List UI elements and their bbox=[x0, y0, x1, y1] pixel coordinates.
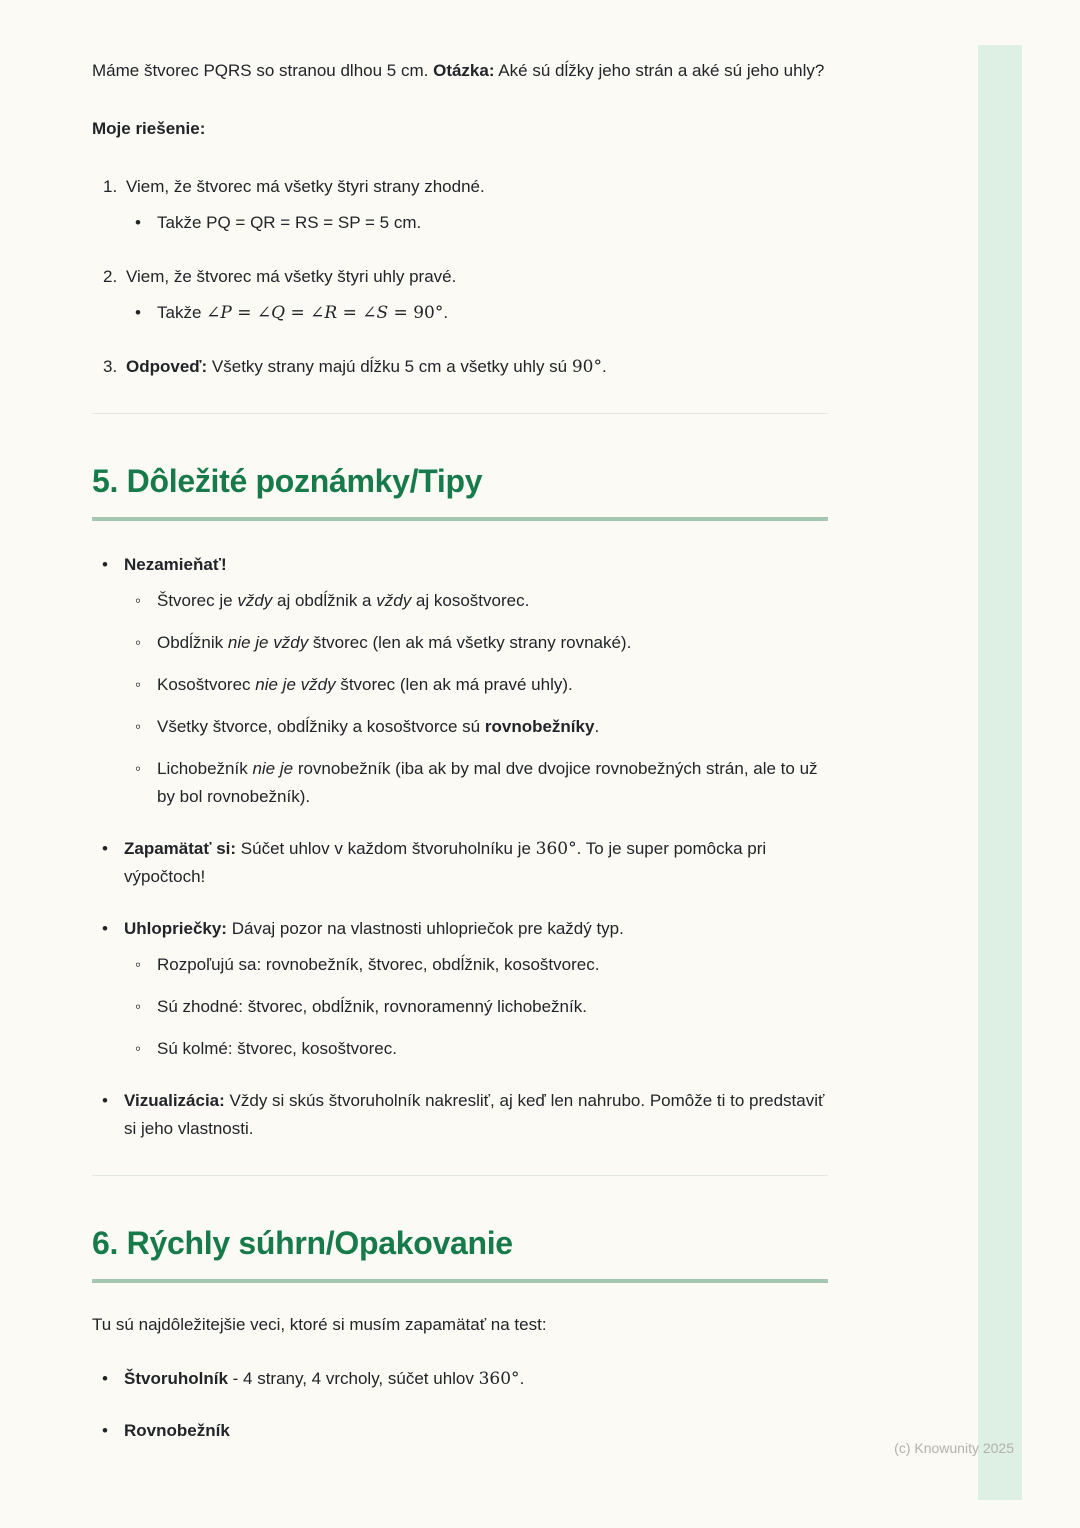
bullet-marker: • bbox=[102, 554, 108, 574]
solution-step-1 bbox=[103, 173, 828, 237]
circle-marker: ◦ bbox=[135, 1039, 142, 1059]
solution-step-3 bbox=[103, 353, 828, 381]
solution-steps bbox=[92, 173, 828, 381]
step-number: 3. bbox=[103, 357, 118, 377]
section6-intro: Tu sú najdôležitejšie veci, ktoré si musím zapamätať na test: bbox=[92, 1314, 547, 1334]
summary-item-text: Rovnobežník bbox=[124, 1420, 230, 1440]
sub-note-text: Všetky štvorce, obdĺžniky a kosoštvorce sú rovnobežníky. bbox=[157, 716, 600, 736]
step-number: 1. bbox=[103, 177, 118, 197]
circle-marker: ◦ bbox=[135, 674, 142, 694]
sub-note-text: Lichobežník nie je rovnobežník (iba ak by mal dve dvojice rovnobežných strán, ale to už by bol rovnobežník). bbox=[157, 758, 818, 806]
note-item-text: Zapamätať si: Súčet uhlov v každom štvoruholníku je 360°. To je super pomôcka pri výpočtoch! bbox=[124, 839, 767, 887]
bullet-marker: • bbox=[102, 1091, 108, 1111]
bullet-marker: • bbox=[102, 919, 108, 939]
sub-note-item bbox=[92, 587, 828, 615]
circle-marker: ◦ bbox=[135, 716, 142, 736]
sub-note-text: Rozpoľujú sa: rovnobežník, štvorec, obdĺžnik, kosoštvorec. bbox=[157, 955, 600, 975]
note-item-text: Uhlopriečky: Dávaj pozor na vlastnosti uhlopriečok pre každý typ. bbox=[124, 919, 624, 939]
step-text: Viem, že štvorec má všetky štyri strany zhodné. bbox=[126, 177, 485, 197]
circle-marker: ◦ bbox=[135, 632, 142, 652]
sub-note-text: Sú zhodné: štvorec, obdĺžnik, rovnoramenný lichobežník. bbox=[157, 997, 587, 1017]
bullet-marker: • bbox=[102, 1420, 108, 1440]
sub-note-item bbox=[92, 755, 828, 811]
sub-note-text: Kosoštvorec nie je vždy štvorec (len ak má pravé uhly). bbox=[157, 674, 573, 694]
summary-item-text: Štvoruholník - 4 strany, 4 vrcholy, súčet uhlov 360°. bbox=[124, 1368, 525, 1389]
bullet-marker: • bbox=[102, 1368, 108, 1388]
sub-note-list bbox=[92, 951, 828, 1063]
sub-note-item bbox=[92, 671, 828, 699]
summary-item-stvoruholnik bbox=[92, 1365, 828, 1393]
note-item-zapamatat bbox=[92, 835, 828, 891]
section5-title: 5. Dôležité poznámky/Tipy bbox=[92, 463, 483, 500]
circle-marker: ◦ bbox=[135, 590, 142, 610]
step-subitem bbox=[126, 299, 828, 327]
note-item-vizualizacia bbox=[92, 1087, 828, 1143]
solution-label: Moje riešenie: bbox=[92, 119, 206, 139]
circle-marker: ◦ bbox=[135, 997, 142, 1017]
circle-marker: ◦ bbox=[135, 955, 142, 975]
summary-item-rovnobeznik bbox=[92, 1417, 828, 1445]
step-subitem-text: Takže PQ = QR = RS = SP = 5 cm. bbox=[157, 213, 422, 233]
notes-content bbox=[92, 57, 828, 1469]
sub-note-item bbox=[92, 629, 828, 657]
step-text: Viem, že štvorec má všetky štyri uhly pravé. bbox=[126, 267, 457, 287]
step-subitem bbox=[126, 209, 828, 237]
note-item-nezamienat bbox=[92, 551, 828, 811]
section-divider bbox=[92, 1175, 828, 1176]
section6-underline bbox=[92, 1279, 828, 1283]
solution-step-2 bbox=[103, 263, 828, 327]
bullet-marker: • bbox=[135, 213, 141, 233]
sub-note-item bbox=[92, 993, 828, 1021]
note-item-uhlopriecky bbox=[92, 915, 828, 1063]
sub-note-text: Štvorec je vždy aj obdĺžnik a vždy aj kosoštvorec. bbox=[157, 590, 530, 610]
section5-underline bbox=[92, 517, 828, 521]
sub-note-item bbox=[92, 713, 828, 741]
bullet-marker: • bbox=[102, 839, 108, 859]
section-divider bbox=[92, 413, 828, 414]
sub-note-text: Sú kolmé: štvorec, kosoštvorec. bbox=[157, 1039, 397, 1059]
step-text: Odpoveď: Všetky strany majú dĺžku 5 cm a všetky uhly sú 90°. bbox=[126, 357, 607, 378]
sub-note-list bbox=[92, 587, 828, 811]
bullet-marker: • bbox=[135, 303, 141, 323]
summary-list bbox=[92, 1365, 828, 1445]
sub-note-item bbox=[92, 1035, 828, 1063]
step-number: 2. bbox=[103, 267, 118, 287]
step-subitem-text: Takže ∠P = ∠Q = ∠R = ∠S = 90°. bbox=[157, 303, 449, 324]
note-item-text: Nezamieňať! bbox=[124, 554, 227, 574]
notes-list bbox=[92, 551, 828, 1144]
sub-note-item bbox=[92, 951, 828, 979]
watermark: (c) Knowunity 2025 bbox=[894, 1440, 1014, 1456]
section6-title: 6. Rýchly súhrn/Opakovanie bbox=[92, 1225, 513, 1262]
note-item-text: Vizualizácia: Vždy si skús štvoruholník nakresliť, aj keď len nahrubo. Pomôže ti to predstaviť si jeho vlastnosti. bbox=[124, 1091, 825, 1139]
sub-note-text: Obdĺžnik nie je vždy štvorec (len ak má všetky strany rovnaké). bbox=[157, 632, 632, 652]
circle-marker: ◦ bbox=[135, 758, 142, 778]
page-edge-band bbox=[978, 45, 1022, 1500]
problem-statement: Máme štvorec PQRS so stranou dlhou 5 cm. Otázka: Aké sú dĺžky jeho strán a aké sú jeho uhly? bbox=[92, 61, 825, 80]
